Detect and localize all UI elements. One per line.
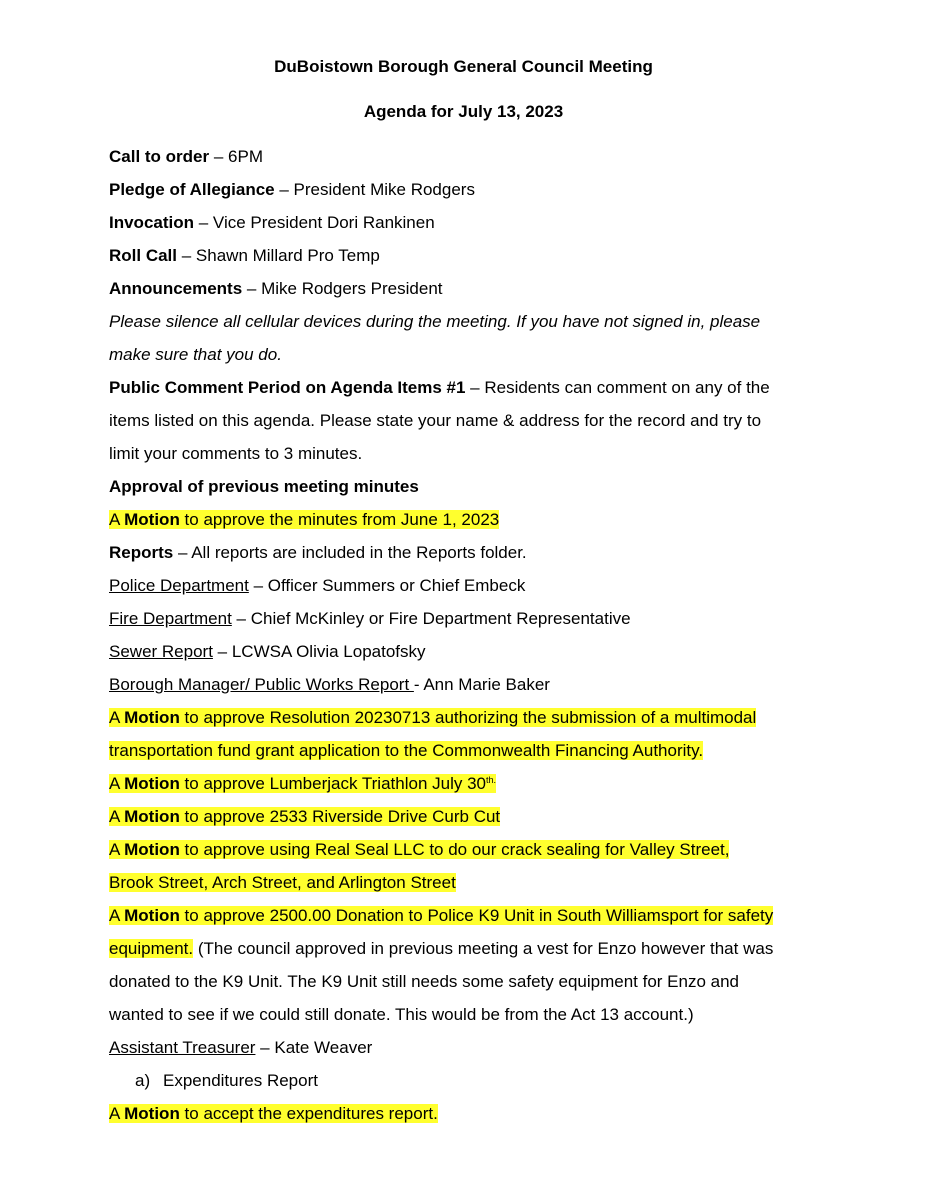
invocation-text: – Vice President Dori Rankinen bbox=[194, 213, 435, 232]
notice-line-2 bbox=[109, 342, 849, 375]
motion-expenditures-line bbox=[109, 1101, 849, 1134]
motion-word: Motion bbox=[124, 708, 180, 727]
motion-sealing-line-2 bbox=[109, 870, 849, 903]
motion-word: Motion bbox=[124, 774, 180, 793]
motion-prefix: A bbox=[109, 708, 125, 727]
expenditures-item-text: Expenditures Report bbox=[163, 1071, 318, 1090]
approval-heading: Approval of previous meeting minutes bbox=[109, 477, 419, 496]
manager-line bbox=[109, 672, 849, 705]
motion-curb-text: to approve 2533 Riverside Drive Curb Cut bbox=[179, 807, 501, 826]
motion-triathlon-highlight bbox=[109, 774, 496, 793]
document-subtitle: Agenda for July 13, 2023 bbox=[363, 102, 564, 121]
call-to-order-text: – 6PM bbox=[209, 147, 263, 166]
list-marker: a) bbox=[135, 1071, 151, 1090]
motion-resolution-highlight-1 bbox=[109, 708, 756, 727]
motion-triathlon-line bbox=[109, 771, 849, 804]
motion-triathlon-text: to approve Lumberjack Triathlon July 30 bbox=[179, 774, 486, 793]
sewer-text: – LCWSA Olivia Lopatofsky bbox=[212, 642, 426, 661]
motion-donation-highlight-2: equipment. bbox=[109, 939, 194, 958]
motion-prefix: A bbox=[109, 840, 125, 859]
pledge-label: Pledge of Allegiance bbox=[109, 180, 275, 199]
reports-line bbox=[109, 540, 849, 573]
motion-word: Motion bbox=[124, 807, 180, 826]
motion-word: Motion bbox=[124, 840, 180, 859]
police-text: – Officer Summers or Chief Embeck bbox=[248, 576, 526, 595]
reports-label: Reports bbox=[109, 543, 174, 562]
public-comment-label: Public Comment Period on Agenda Items #1 bbox=[109, 378, 466, 397]
public-comment-line-2: items listed on this agenda. Please state your name & address for the record and try to bbox=[109, 411, 762, 430]
sewer-line bbox=[109, 639, 849, 672]
call-to-order-label: Call to order bbox=[109, 147, 210, 166]
pledge-line bbox=[109, 177, 849, 210]
police-label: Police Department bbox=[109, 576, 249, 595]
manager-label: Borough Manager/ Public Works Report bbox=[109, 675, 414, 694]
pledge-text: – President Mike Rodgers bbox=[274, 180, 475, 199]
motion-prefix: A bbox=[109, 774, 125, 793]
notice-line-1 bbox=[109, 309, 849, 342]
invocation-line bbox=[109, 210, 849, 243]
motion-curb-highlight bbox=[109, 807, 500, 826]
motion-prefix: A bbox=[109, 807, 125, 826]
treasurer-text: – Kate Weaver bbox=[255, 1038, 373, 1057]
motion-expenditures-highlight bbox=[109, 1104, 438, 1123]
motion-donation-highlight-1 bbox=[109, 906, 773, 925]
invocation-label: Invocation bbox=[109, 213, 195, 232]
notice-text-2: make sure that you do. bbox=[109, 345, 282, 364]
police-line bbox=[109, 573, 849, 606]
sewer-label: Sewer Report bbox=[109, 642, 213, 661]
motion-word: Motion bbox=[124, 1104, 180, 1123]
call-to-order-line bbox=[109, 144, 849, 177]
motion-word: Motion bbox=[124, 906, 180, 925]
notice-text-1: Please silence all cellular devices during the meeting. If you have not signed in, please bbox=[109, 312, 761, 331]
announcements-line bbox=[109, 276, 849, 309]
public-comment-text-1: – Residents can comment on any of the bbox=[465, 378, 770, 397]
motion-word: Motion bbox=[124, 510, 180, 529]
motion-sealing-highlight-1 bbox=[109, 840, 729, 859]
roll-call-text: – Shawn Millard Pro Temp bbox=[177, 246, 380, 265]
manager-text: - Ann Marie Baker bbox=[413, 675, 550, 694]
motion-expenditures-text: to accept the expenditures report. bbox=[179, 1104, 438, 1123]
motion-resolution-line-2 bbox=[109, 738, 849, 771]
motion-resolution-line-1 bbox=[109, 705, 849, 738]
agenda-body bbox=[109, 144, 849, 1134]
reports-text: – All reports are included in the Reports folder. bbox=[173, 543, 527, 562]
motion-minutes-text: to approve the minutes from June 1, 2023 bbox=[179, 510, 500, 529]
motion-donation-text-2: (The council approved in previous meeting a vest for Enzo however that was bbox=[193, 939, 774, 958]
fire-label: Fire Department bbox=[109, 609, 232, 628]
motion-sealing-line-1 bbox=[109, 837, 849, 870]
motion-donation-line-4: wanted to see if we could still donate. This would be from the Act 13 account.) bbox=[109, 1005, 694, 1024]
announcements-text: – Mike Rodgers President bbox=[242, 279, 443, 298]
motion-resolution-text-1: to approve Resolution 20230713 authorizing the submission of a multimodal bbox=[179, 708, 757, 727]
announcements-label: Announcements bbox=[109, 279, 243, 298]
motion-sealing-text-1: to approve using Real Seal LLC to do our crack sealing for Valley Street, bbox=[179, 840, 730, 859]
treasurer-label: Assistant Treasurer bbox=[109, 1038, 256, 1057]
motion-triathlon-sup: th. bbox=[486, 775, 497, 785]
document-title: DuBoistown Borough General Council Meeting bbox=[274, 57, 653, 76]
motion-donation-line-2 bbox=[109, 936, 849, 969]
public-comment-line-1 bbox=[109, 375, 849, 408]
motion-prefix: A bbox=[109, 1104, 125, 1123]
motion-donation-text-1: to approve 2500.00 Donation to Police K9 Unit in South Williamsport for safety bbox=[179, 906, 774, 925]
motion-minutes-highlight bbox=[109, 510, 499, 529]
motion-curb-line bbox=[109, 804, 849, 837]
treasurer-line bbox=[109, 1035, 849, 1068]
expenditures-list-item bbox=[109, 1068, 849, 1101]
motion-prefix: A bbox=[109, 510, 125, 529]
fire-line bbox=[109, 606, 849, 639]
public-comment-line-3: limit your comments to 3 minutes. bbox=[109, 444, 363, 463]
motion-donation-line-3: donated to the K9 Unit. The K9 Unit still needs some safety equipment for Enzo and bbox=[109, 972, 740, 991]
approval-heading-line bbox=[109, 474, 849, 507]
motion-resolution-text-2: transportation fund grant application to the Commonwealth Financing Authority. bbox=[109, 741, 704, 760]
motion-minutes-line bbox=[109, 507, 849, 540]
roll-call-label: Roll Call bbox=[109, 246, 178, 265]
motion-donation-line-1 bbox=[109, 903, 849, 936]
roll-call-line bbox=[109, 243, 849, 276]
fire-text: – Chief McKinley or Fire Department Representative bbox=[231, 609, 631, 628]
motion-prefix: A bbox=[109, 906, 125, 925]
motion-sealing-text-2: Brook Street, Arch Street, and Arlington Street bbox=[109, 873, 456, 892]
